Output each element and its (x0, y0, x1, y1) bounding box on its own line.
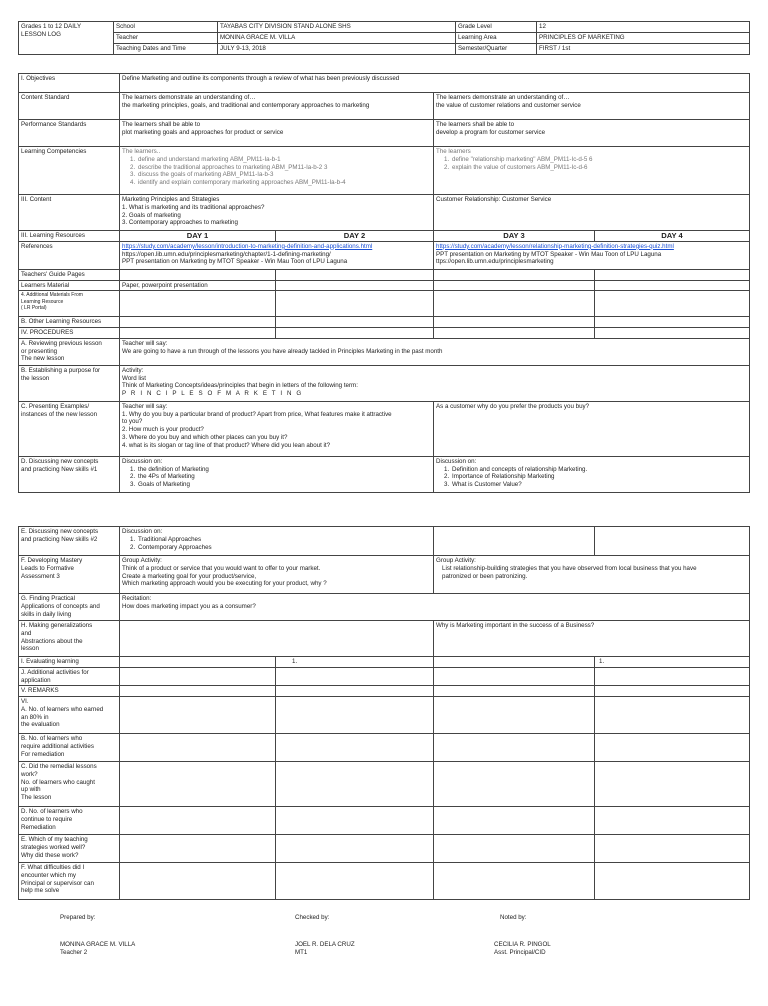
semester-label: Semester/Quarter (456, 44, 537, 55)
remedial-work-label: C. Did the remedial lessons work? No. of learners who caught up with The lesson (19, 762, 120, 807)
references-right: https://study.com/academy/lesson/relationship-marketing-definition-strategies-quiz.html PPT presentation on Marketing by MTOT Speaker - Win Mau Toon of LPU Laguna ttps://open.lib.umn.edu/principlesmarketing (434, 241, 750, 269)
establishing-row (19, 365, 750, 401)
teachers-guide-row (19, 269, 750, 280)
content-label: III. Content (19, 195, 120, 231)
other-resources-label: B. Other Learning Resources (19, 317, 120, 328)
content-standard-left: The learners demonstrate an understanding of… the marketing principles, goals, and traditional and contemporary approaches to marketing (120, 93, 434, 120)
list-item: 2. the 4Ps of Marketing (130, 473, 195, 481)
performance-standards-label: Performance Standards (19, 120, 120, 147)
lesson-table-1 (18, 73, 750, 493)
remedial-work-row (19, 762, 750, 807)
content-standard-label: Content Standard (19, 93, 120, 120)
list-item: 4. identify and explain contemporary marketing approaches ABM_PM11-Ia-b-4 (130, 179, 346, 186)
presenting-label: C. Presenting Examples/ instances of the new lesson (19, 401, 120, 456)
other-resources-row (19, 317, 750, 328)
learners-material-label: Learners Material (19, 280, 120, 291)
prepared-by-label: Prepared by: (60, 914, 96, 921)
lesson-table-2 (18, 526, 750, 900)
discussing2-text: Discussion on: 1. Traditional Approaches 2. Contemporary Approaches (120, 527, 434, 556)
discussing2-row (19, 527, 750, 556)
resources-row (19, 231, 750, 242)
learners-material-row (19, 280, 750, 291)
checked-by-label: Checked by: (295, 914, 330, 921)
list-item: 1. define and understand marketing ABM_PM11-Ia-b-1 (130, 155, 281, 163)
content-row (19, 195, 750, 231)
prepared-signatory: MONINA GRACE M. VILLA Teacher 2 (60, 941, 136, 956)
grade-label: Grade Level (456, 22, 537, 33)
content-right: Customer Relationship: Customer Service (434, 195, 750, 231)
additional-materials-label: 4. Additional Materials From Learning Resource ( LR Portal) (19, 291, 120, 317)
evaluating-day2: 1. (276, 657, 434, 668)
mastery-right: Group Activity: List relationship-building strategies that you have observed from local business that you have patronized or been patronizing. (434, 556, 750, 594)
strategies-label: E. Which of my teaching strategies worked well? Why did these work? (19, 835, 120, 863)
presenting-row (19, 401, 750, 456)
area-label: Learning Area (456, 33, 537, 44)
practical-row (19, 594, 750, 621)
noted-by-label: Noted by: (500, 914, 527, 921)
competencies-row (19, 147, 750, 195)
list-item: 2. explain the value of customers ABM_PM11-Ic-d-6 (444, 163, 588, 171)
references-row (19, 241, 750, 269)
evaluating-label: I. Evaluating learning (19, 657, 120, 668)
grade-value: 12 (537, 22, 750, 33)
list-item: 3. discuss the goals of marketing ABM_PM11-Ia-b-3 (130, 171, 274, 179)
area-value: PRINCIPLES OF MARKETING (537, 33, 750, 44)
teachers-guide-label: Teachers' Guide Pages (19, 269, 120, 280)
additional-materials-row (19, 291, 750, 317)
dll-title: Grades 1 to 12 DAILY LESSON LOG (19, 22, 114, 55)
generalizations-label: H. Making generalizations and Abstractions about the lesson (19, 621, 120, 657)
dates-value: JULY 9-13, 2018 (218, 44, 456, 55)
remediation-row (19, 734, 750, 762)
school-label: School (114, 22, 218, 33)
discussing1-row (19, 456, 750, 492)
objectives-row (19, 74, 750, 93)
performance-right: The learners shall be able to develop a program for customer service (434, 120, 750, 147)
checked-signatory: JOEL R. DELA CRUZ MT1 (295, 941, 355, 956)
performance-left: The learners shall be able to plot marketing goals and approaches for product or service (120, 120, 434, 147)
discussing1-right: Discussion on: 1. Definition and concepts of relationship Marketing. 2. Importance of Relationship Marketing 3. What is Customer Value? (434, 456, 750, 492)
remarks-label: V. REMARKS (19, 686, 120, 697)
additional-activities-row (19, 667, 750, 686)
content-standard-row (19, 93, 750, 120)
day4-header: DAY 4 (595, 231, 750, 242)
header-table (18, 21, 750, 55)
content-left: Marketing Principles and Strategies 1. What is marketing and its traditional approaches? 2. Goals of marketing 3. Contemporary approaches to marketing (120, 195, 434, 231)
list-item: 1. Traditional Approaches (130, 535, 202, 543)
evaluating-day4: 1. (595, 657, 750, 668)
remarks-row (19, 686, 750, 697)
reference-link[interactable]: https://study.com/academy/lesson/relationship-marketing-definition-strategies-quiz.html (436, 242, 674, 250)
competencies-left: The learners.. 1. define and understand marketing ABM_PM11-Ia-b-1 2. describe the traditional approaches to marketing ABM_PM11-Ia-b-2 3 3. discuss the goals of marketing ABM_PM11-Ia-b-3 4. identify and explain contemporary marketing approaches ABM_PM11-Ia-b-4 (120, 147, 434, 195)
dates-label: Teaching Dates and Time (114, 44, 218, 55)
reflection-label: VI. A. No. of learners who earned an 80% in the evaluation (19, 697, 120, 734)
discussing1-label: D. Discussing new concepts and practicing New skills #1 (19, 456, 120, 492)
semester-value: FIRST / 1st (537, 44, 750, 55)
generalizations-row (19, 621, 750, 657)
reference-link[interactable]: https://study.com/academy/lesson/introduction-to-marketing-definition-and-applications.html (122, 242, 373, 250)
objectives-label: I. Objectives (19, 74, 120, 93)
resources-label: III. Learning Resources (19, 231, 120, 242)
practical-text: Recitation: How does marketing impact you as a consumer? (120, 594, 750, 621)
additional-activities-label: J. Additional activities for application (19, 667, 120, 686)
presenting-right: As a customer why do you prefer the products you buy? (434, 401, 750, 456)
list-item: 3. Goals of Marketing (130, 481, 190, 488)
evaluating-row (19, 657, 750, 668)
content-standard-right: The learners demonstrate an understanding of… the value of customer relations and customer service (434, 93, 750, 120)
difficulties-label: F. What difficulties did I encounter which my Principal or supervisor can help me solve (19, 863, 120, 900)
day2-header: DAY 2 (276, 231, 434, 242)
establishing-text: Activity: Word list Think of Marketing Concepts/ideas/principles that begin in letters of the following term: P R I N C I P L E S O F M A R K E T I N G (120, 365, 750, 401)
procedures-row (19, 328, 750, 339)
references-left: https://study.com/academy/lesson/introduction-to-marketing-definition-and-applications.html https://open.lib.umn.edu/principlesmarketing/chapter/1-1-defining-marketing/ PPT presentation on Marketing by MTOT Speaker - Win Mau Toon of LPU Laguna (120, 241, 434, 269)
competencies-right: The learners 1. define "relationship marketing" ABM_PM11-Ic-d-5 6 2. explain the value of customers ABM_PM11-Ic-d-6 (434, 147, 750, 195)
reflection-row (19, 697, 750, 734)
list-item: 2. Importance of Relationship Marketing (444, 473, 555, 481)
list-item: 1. define "relationship marketing" ABM_PM11-Ic-d-5 6 (444, 155, 593, 163)
difficulties-row (19, 863, 750, 900)
reviewing-label: A. Reviewing previous lesson or presenting The new lesson (19, 338, 120, 365)
mastery-row (19, 556, 750, 594)
list-item: 1. the definition of Marketing (130, 465, 209, 473)
discussing2-label: E. Discussing new concepts and practicing New skills #2 (19, 527, 120, 556)
competencies-label: Learning Competencies (19, 147, 120, 195)
school-value: TAYABAS CITY DIVISION STAND ALONE SHS (218, 22, 456, 33)
teacher-label: Teacher (114, 33, 218, 44)
strategies-row (19, 835, 750, 863)
day3-header: DAY 3 (434, 231, 595, 242)
reviewing-text: Teacher will say: We are going to have a run through of the lessons you have already tackled in Principles Marketing in the past month (120, 338, 750, 365)
remediation-label: B. No. of learners who require additional activities For remediation (19, 734, 120, 762)
performance-standards-row (19, 120, 750, 147)
references-label: References (19, 241, 120, 269)
discussing1-left: Discussion on: 1. the definition of Marketing 2. the 4Ps of Marketing 3. Goals of Marketing (120, 456, 434, 492)
objectives-text: Define Marketing and outline its components through a review of what has been previously discussed (120, 74, 750, 93)
presenting-left: Teacher will say: 1. Why do you buy a particular brand of product? Apart from price, What features make it attractive to you? 2. How much is your product? 3. Where do you buy and which other places can you buy it? 4. what is its slogan or tag line of that product? Where did you lean about it? (120, 401, 434, 456)
teacher-value: MONINA GRACE M. VILLA (218, 33, 456, 44)
continue-label: D. No. of learners who continue to require Remediation (19, 807, 120, 835)
list-item: 2. Contemporary Approaches (130, 543, 212, 551)
list-item: 2. describe the traditional approaches to marketing ABM_PM11-Ia-b-2 3 (130, 163, 328, 171)
generalizations-right: Why is Marketing important in the success of a Business? (434, 621, 750, 657)
learners-material-value: Paper, powerpoint presentation (120, 280, 276, 291)
procedures-label: IV. PROCEDURES (19, 328, 120, 339)
noted-signatory: CECILIA R. PINGOL Asst. Principal/CID (494, 941, 551, 956)
mastery-label: F. Developing Mastery Leads to Formative Assessment 3 (19, 556, 120, 594)
reviewing-row (19, 338, 750, 365)
establishing-label: B. Establishing a purpose for the lesson (19, 365, 120, 401)
list-item: 1. Definition and concepts of relationship Marketing. (444, 465, 588, 473)
continue-row (19, 807, 750, 835)
day1-header: DAY 1 (120, 231, 276, 242)
mastery-left: Group Activity: Think of a product or service that you would want to offer to your market. Create a marketing goal for your product/service, Which marketing approach would you be executing for your product, why ? (120, 556, 434, 594)
list-item: 3. What is Customer Value? (444, 481, 522, 488)
practical-label: G. Finding Practical Applications of concepts and skills in daily living (19, 594, 120, 621)
